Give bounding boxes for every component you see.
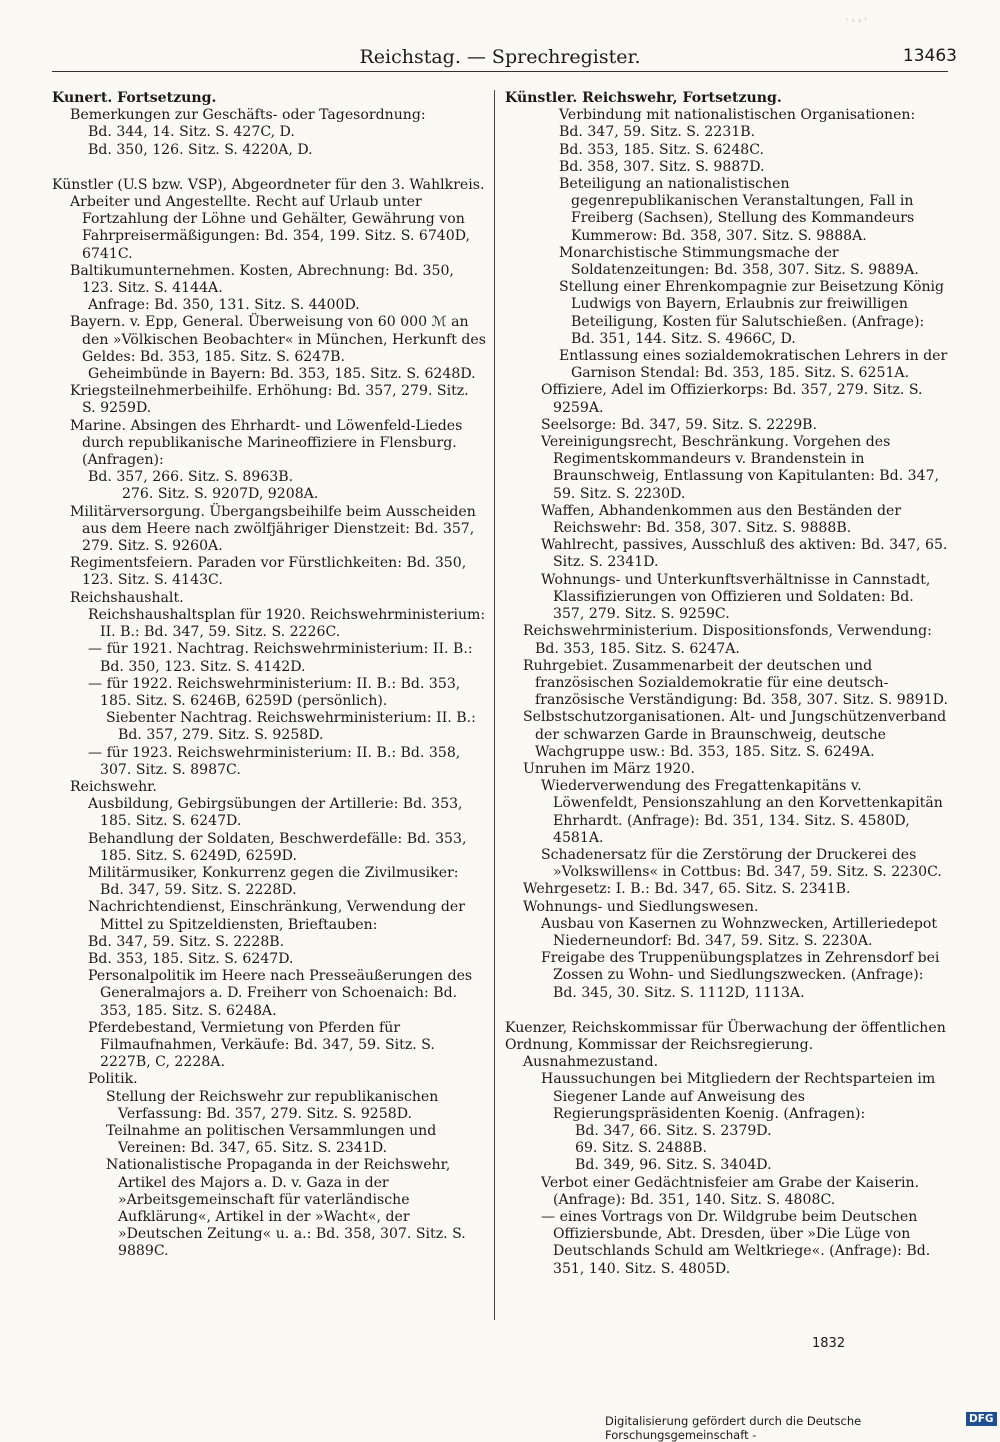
register-entry: Schadenersatz für die Zerstörung der Druckerei des »Volkswillens« in Cottbus: Bd. 347, 59. Sitz. S. 2230C. — [541, 846, 942, 881]
register-entry: Politik. — [88, 1071, 138, 1088]
register-entry: Bayern. v. Epp, General. Überweisung von 60 000 ℳ an den »Völkischen Beobachter« in München, Herkunft des Geldes: Bd. 353, 185. Sitz. S. 6247B. — [70, 314, 487, 365]
register-entry: Stellung einer Ehrenkompagnie zur Beisetzung König Ludwigs von Bayern, Erlaubnis zur freiwilligen Beteiligung, Kosten für Salutschießen. (Anfrage): Bd. 351, 144. Sitz. S. 4966C, D. — [559, 279, 945, 347]
register-entry: — für 1921. Nachtrag. Reichswehrministerium: II. B.: Bd. 350, 123. Sitz. S. 4142D. — [88, 641, 473, 675]
register-entry: Ruhrgebiet. Zusammenarbeit der deutschen und französischen Sozialdemokratie für eine deutsch-französische Verständigung: Bd. 358, 307. Sitz. S. 9891D. — [523, 657, 948, 709]
register-entry: Bd. 347, 59. Sitz. S. 2228B. — [88, 933, 285, 950]
register-entry: Künstler (U.S bzw. VSP), Abgeordneter für den 3. Wahlkreis. — [52, 176, 485, 193]
register-entry: Freigabe des Truppenübungsplatzes in Zehrensdorf bei Zossen zu Wohn- und Siedlungszwecken. (Anfrage): Bd. 345, 30. Sitz. S. 1112D, 1113A. — [541, 950, 940, 1001]
register-entry: Offiziere, Adel im Offizierkorps: Bd. 357, 279. Sitz. S. 9259A. — [541, 382, 923, 416]
register-entry: Seelsorge: Bd. 347, 59. Sitz. S. 2229B. — [541, 416, 818, 433]
page-number: 13463 — [902, 46, 957, 66]
dfg-logo: DFG — [966, 1412, 997, 1426]
register-entry: Bd. 350, 126. Sitz. S. 4220A, D. — [88, 141, 313, 158]
register-entry: — für 1923. Reichswehrministerium: II. B.: Bd. 358, 307. Sitz. S. 8987C. — [88, 744, 461, 778]
register-entry: Wiederverwendung des Fregattenkapitäns v. Löwenfeldt, Pensionszahlung an den Korvettenkapitän Ehrhardt. (Anfrage): Bd. 351, 134. Sitz. S. 4580D, 4581A. — [541, 778, 943, 846]
register-entry: Arbeiter und Angestellte. Recht auf Urlaub unter Fortzahlung der Löhne und Gehälter, Gewährung von Fahrpreisermäßigungen: Bd. 354, 199. Sitz. S. 6740D, 6741C. — [70, 194, 471, 262]
column-divider — [494, 90, 495, 1320]
page-counter: 1832 — [812, 1336, 846, 1351]
register-entry: Marine. Absingen des Ehrhardt- und Löwenfeld-Liedes durch republikanische Marineoffiziere in Flensburg. (Anfragen): — [70, 417, 463, 469]
register-entry: Wohnungs- und Siedlungswesen. — [523, 898, 759, 915]
register-entry: Haussuchungen bei Mitgliedern der Rechtsparteien im Siegener Lande auf Anweisung des Regierungspräsidenten Koenig. (Anfragen): — [541, 1071, 936, 1122]
register-entry: Reichswehr. — [70, 778, 157, 795]
register-entry: Selbstschutzorganisationen. Alt- und Jungschützenverband der schwarzen Garde in Braunschweig, deutsche Wachgruppe usw.: Bd. 353, 185. Sitz. S. 6249A. — [523, 709, 947, 760]
register-entry: Nationalistische Propaganda in der Reichswehr, Artikel des Majors a. D. v. Gaza in der »Arbeitsgemeinschaft für vaterländische Aufklärung«, Artikel in der »Wacht«, der »Deutschen Zeitung« u. a.: Bd. 358, 307. Sitz. S. 9889C. — [106, 1157, 466, 1260]
register-entry: Bd. 353, 185. Sitz. S. 6247D. — [88, 950, 294, 967]
register-entry: Stellung der Reichswehr zur republikanischen Verfassung: Bd. 357, 279. Sitz. S. 9258D. — [106, 1088, 439, 1122]
register-entry: Baltikumunternehmen. Kosten, Abrechnung: Bd. 350, 123. Sitz. S. 4144A. — [70, 262, 454, 297]
register-entry: Bd. 344, 14. Sitz. S. 427C, D. — [88, 124, 295, 141]
register-entry: Reichshaushaltsplan für 1920. Reichswehrministerium: II. B.: Bd. 347, 59. Sitz. S. 2226C. — [88, 606, 486, 641]
register-entry: Regimentsfeiern. Paraden vor Fürstlichkeiten: Bd. 350, 123. Sitz. S. 4143C. — [70, 555, 467, 589]
register-entry: 276. Sitz. S. 9207D, 9208A. — [122, 486, 319, 503]
register-entry: Wohnungs- und Unterkunftsverhältnisse in Cannstadt, Klassifizierungen von Offizieren und Soldaten: Bd. 357, 279. Sitz. S. 9259C. — [541, 571, 931, 623]
register-entry: Geheimbünde in Bayern: Bd. 353, 185. Sitz. S. 6248D. — [88, 366, 476, 383]
register-entry: Künstler. Reichswehr, Fortsetzung. — [505, 90, 782, 106]
right-column — [505, 90, 948, 1278]
register-entry: Pferdebestand, Vermietung von Pferden für Filmaufnahmen, Verkäufe: Bd. 347, 59. Sitz. S. 2227B, C, 2228A. — [88, 1019, 435, 1071]
register-entry: Wehrgesetz: I. B.: Bd. 347, 65. Sitz. S. 2341B. — [523, 881, 851, 898]
register-entry: Reichswehrministerium. Dispositionsfonds, Verwendung: Bd. 353, 185. Sitz. S. 6247A. — [523, 623, 932, 657]
register-entry: Reichshaushalt. — [70, 589, 184, 606]
register-entry: Bd. 347, 66. Sitz. S. 2379D. — [575, 1122, 772, 1139]
register-entry: Ausnahmezustand. — [523, 1054, 659, 1071]
register-entry: Kriegsteilnehmerbeihilfe. Erhöhung: Bd. 357, 279. Sitz. S. 9259D. — [70, 383, 469, 417]
register-entry: Ausbildung, Gebirgsübungen der Artillerie: Bd. 353, 185. Sitz. S. 6247D. — [88, 796, 463, 830]
register-entry: Waffen, Abhandenkommen aus den Beständen der Reichswehr: Bd. 358, 307. Sitz. S. 9888B. — [541, 502, 902, 537]
register-entry: Bd. 358, 307. Sitz. S. 9887D. — [559, 158, 765, 175]
register-entry: Wahlrecht, passives, Ausschluß des aktiven: Bd. 347, 65. Sitz. S. 2341D. — [541, 537, 948, 571]
register-entry: Beteiligung an nationalistischen gegenrepublikanischen Veranstaltungen, Fall in Freiberg (Sachsen), Stellung des Kommandeurs Kummerow: Bd. 358, 307. Sitz. S. 9888A. — [559, 176, 915, 244]
register-entry: Unruhen im März 1920. — [523, 760, 695, 777]
register-entry: Kunert. Fortsetzung. — [52, 90, 217, 106]
register-entry: Personalpolitik im Heere nach Presseäußerungen des Generalmajors a. D. Freiherr von Schoenaich: Bd. 353, 185. Sitz. S. 6248A. — [88, 968, 473, 1019]
register-entry: Kuenzer, Reichskommissar für Überwachung der öffentlichen Ordnung, Kommissar der Reichsregierung. — [505, 1019, 946, 1053]
register-entry: Verbindung mit nationalistischen Organisationen: — [559, 107, 916, 124]
register-entry: Bd. 353, 185. Sitz. S. 6248C. — [559, 141, 765, 158]
register-entry: Anfrage: Bd. 350, 131. Sitz. S. 4400D. — [88, 297, 360, 314]
register-entry: Militärversorgung. Übergangsbeihilfe beim Ausscheiden aus dem Heere nach zwölfjähriger Dienstzeit: Bd. 357, 279. Sitz. S. 9260A. — [70, 503, 476, 555]
left-column — [52, 90, 486, 1261]
register-entry: Teilnahme an politischen Versammlungen und Vereinen: Bd. 347, 65. Sitz. S. 2341D. — [106, 1122, 437, 1157]
register-entry: Ausbau von Kasernen zu Wohnzwecken, Artilleriedepot Niederneundorf: Bd. 347, 59. Sitz. S. 2230A. — [541, 915, 938, 949]
register-entry: Monarchistische Stimmungsmache der Soldatenzeitungen: Bd. 358, 307. Sitz. S. 9889A. — [559, 244, 919, 279]
register-entry: Nachrichtendienst, Einschränkung, Verwendung der Mittel zu Spitzeldiensten, Brieftauben: — [88, 899, 465, 933]
running-title: Reichstag. — Sprechregister. — [359, 46, 641, 68]
register-entry: Verbot einer Gedächtnisfeier am Grabe der Kaiserin. (Anfrage): Bd. 351, 140. Sitz. S. 4808C. — [541, 1174, 920, 1208]
register-entry: Vereinigungsrecht, Beschränkung. Vorgehen des Regimentskommandeurs v. Brandenstein in Braunschweig, Entlassung von Kapitulanten: Bd. 347, 59. Sitz. S. 2230D. — [541, 434, 940, 502]
register-entry: Entlassung eines sozialdemokratischen Lehrers in der Garnison Stendal: Bd. 353, 185. Sitz. S. 6251A. — [559, 348, 948, 382]
header-rule — [52, 71, 948, 72]
register-entry: Behandlung der Soldaten, Beschwerdefälle: Bd. 353, 185. Sitz. S. 6249D, 6259D. — [88, 830, 467, 864]
register-entry: — eines Vortrags von Dr. Wildgrube beim Deutschen Offiziersbunde, Abt. Dresden, über »Die Lüge von Deutschlands Schuld am Weltkriege«. (Anfrage): Bd. 351, 140. Sitz. S. 4805D. — [541, 1209, 931, 1277]
register-entry: Bd. 357, 266. Sitz. S. 8963B. — [88, 469, 294, 486]
register-entry: Siebenter Nachtrag. Reichswehrministerium: II. B.: Bd. 357, 279. Sitz. S. 9258D. — [106, 710, 476, 744]
register-entry: Bemerkungen zur Geschäfts- oder Tagesordnung: — [70, 107, 426, 124]
register-entry: Bd. 347, 59. Sitz. S. 2231B. — [559, 124, 756, 141]
digitization-credit: Digitalisierung gefördert durch die Deutsche Forschungsgemeinschaft - — [605, 1414, 862, 1442]
register-entry: — für 1922. Reichswehrministerium: II. B.: Bd. 353, 185. Sitz. S. 6246B, 6259D (persönlich). — [88, 675, 461, 709]
library-stamp: ʿ ˢ ᵃ ʹ — [846, 18, 867, 28]
register-entry: Militärmusiker, Konkurrenz gegen die Zivilmusiker: Bd. 347, 59. Sitz. S. 2228D. — [88, 864, 459, 899]
register-entry: 69. Sitz. S. 2488B. — [575, 1140, 707, 1157]
register-entry: Bd. 349, 96. Sitz. S. 3404D. — [575, 1157, 772, 1174]
page-header — [0, 44, 1000, 72]
